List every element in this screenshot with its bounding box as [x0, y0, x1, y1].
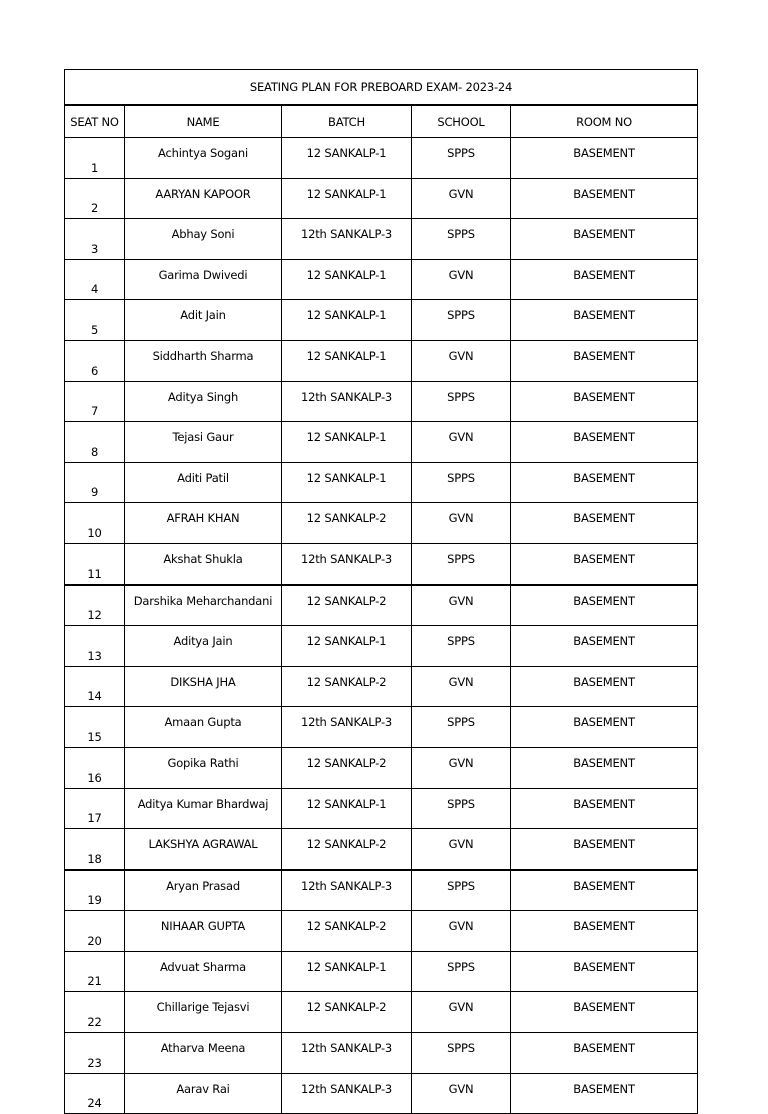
room-no-cell: BASEMENT [511, 992, 698, 1033]
table-row [65, 626, 698, 667]
school-cell: SPPS [412, 707, 511, 748]
name-cell: Atharva Meena [125, 1033, 282, 1074]
batch-cell: 12 SANKALP-1 [282, 951, 412, 992]
room-no-cell: BASEMENT [511, 911, 698, 952]
name-cell: Aditya Kumar Bhardwaj [125, 788, 282, 829]
batch-cell: 12 SANKALP-2 [282, 911, 412, 952]
room-no-cell: BASEMENT [511, 422, 698, 463]
name-cell: Abhay Soni [125, 219, 282, 260]
table-row [65, 992, 698, 1033]
name-cell: LAKSHYA AGRAWAL [125, 829, 282, 870]
column-header-school: SCHOOL [412, 105, 511, 138]
seat-no-cell: 6 [65, 340, 125, 381]
room-no-cell: BASEMENT [511, 543, 698, 584]
table-row [65, 585, 698, 626]
seat-no-cell: 21 [65, 951, 125, 992]
batch-cell: 12 SANKALP-1 [282, 788, 412, 829]
table-row [65, 1073, 698, 1114]
seat-no-cell: 7 [65, 381, 125, 422]
name-cell: Garima Dwivedi [125, 259, 282, 300]
school-cell: GVN [412, 178, 511, 219]
seat-no-cell: 5 [65, 300, 125, 341]
batch-cell: 12 SANKALP-1 [282, 178, 412, 219]
school-cell: SPPS [412, 462, 511, 503]
seat-no-cell: 17 [65, 788, 125, 829]
seat-no-cell: 4 [65, 259, 125, 300]
batch-cell: 12 SANKALP-1 [282, 340, 412, 381]
school-cell: GVN [412, 585, 511, 626]
column-header-room-no: ROOM NO [511, 105, 698, 138]
table-row [65, 381, 698, 422]
school-cell: GVN [412, 911, 511, 952]
table-body [65, 138, 698, 1114]
seat-no-cell: 19 [65, 870, 125, 911]
room-no-cell: BASEMENT [511, 870, 698, 911]
header-row [65, 105, 698, 138]
seat-no-cell: 23 [65, 1033, 125, 1074]
table-row [65, 178, 698, 219]
seat-no-cell: 11 [65, 543, 125, 584]
name-cell: Siddharth Sharma [125, 340, 282, 381]
school-cell: SPPS [412, 870, 511, 911]
name-cell: Aditi Patil [125, 462, 282, 503]
name-cell: Adit Jain [125, 300, 282, 341]
table-row [65, 259, 698, 300]
name-cell: AFRAH KHAN [125, 503, 282, 544]
batch-cell: 12th SANKALP-3 [282, 381, 412, 422]
school-cell: SPPS [412, 219, 511, 260]
school-cell: SPPS [412, 138, 511, 179]
school-cell: SPPS [412, 951, 511, 992]
batch-cell: 12th SANKALP-3 [282, 870, 412, 911]
room-no-cell: BASEMENT [511, 219, 698, 260]
seat-no-cell: 15 [65, 707, 125, 748]
table-row [65, 422, 698, 463]
seat-no-cell: 9 [65, 462, 125, 503]
batch-cell: 12 SANKALP-2 [282, 747, 412, 788]
room-no-cell: BASEMENT [511, 666, 698, 707]
batch-cell: 12 SANKALP-2 [282, 992, 412, 1033]
room-no-cell: BASEMENT [511, 707, 698, 748]
name-cell: Advuat Sharma [125, 951, 282, 992]
table-row [65, 829, 698, 870]
batch-cell: 12 SANKALP-2 [282, 503, 412, 544]
batch-cell: 12 SANKALP-1 [282, 138, 412, 179]
school-cell: GVN [412, 503, 511, 544]
table-row [65, 219, 698, 260]
table-row [65, 300, 698, 341]
room-no-cell: BASEMENT [511, 585, 698, 626]
batch-cell: 12 SANKALP-2 [282, 585, 412, 626]
name-cell: Aryan Prasad [125, 870, 282, 911]
table-row [65, 911, 698, 952]
name-cell: Aarav Rai [125, 1073, 282, 1114]
title-row [65, 70, 698, 106]
seating-plan-table [64, 69, 698, 1114]
column-header-name: NAME [125, 105, 282, 138]
batch-cell: 12th SANKALP-3 [282, 1033, 412, 1074]
column-header-batch: BATCH [282, 105, 412, 138]
table-row [65, 340, 698, 381]
batch-cell: 12 SANKALP-1 [282, 259, 412, 300]
batch-cell: 12 SANKALP-1 [282, 422, 412, 463]
school-cell: SPPS [412, 300, 511, 341]
table-row [65, 1033, 698, 1074]
seat-no-cell: 13 [65, 626, 125, 667]
seat-no-cell: 24 [65, 1073, 125, 1114]
name-cell: Tejasi Gaur [125, 422, 282, 463]
name-cell: Darshika Meharchandani [125, 585, 282, 626]
batch-cell: 12th SANKALP-3 [282, 707, 412, 748]
table-row [65, 788, 698, 829]
seat-no-cell: 16 [65, 747, 125, 788]
batch-cell: 12 SANKALP-2 [282, 666, 412, 707]
name-cell: NIHAAR GUPTA [125, 911, 282, 952]
table-row [65, 503, 698, 544]
room-no-cell: BASEMENT [511, 259, 698, 300]
name-cell: Akshat Shukla [125, 543, 282, 584]
room-no-cell: BASEMENT [511, 340, 698, 381]
seat-no-cell: 8 [65, 422, 125, 463]
room-no-cell: BASEMENT [511, 300, 698, 341]
name-cell: Aditya Jain [125, 626, 282, 667]
name-cell: Chillarige Tejasvi [125, 992, 282, 1033]
table-row [65, 138, 698, 179]
school-cell: GVN [412, 1073, 511, 1114]
school-cell: GVN [412, 829, 511, 870]
name-cell: DIKSHA JHA [125, 666, 282, 707]
table-row [65, 951, 698, 992]
room-no-cell: BASEMENT [511, 462, 698, 503]
school-cell: SPPS [412, 788, 511, 829]
table-row [65, 543, 698, 584]
name-cell: Gopika Rathi [125, 747, 282, 788]
table-row [65, 666, 698, 707]
table-title: SEATING PLAN FOR PREBOARD EXAM- 2023-24 [65, 70, 698, 106]
room-no-cell: BASEMENT [511, 1033, 698, 1074]
column-header-seat-no: SEAT NO [65, 105, 125, 138]
school-cell: SPPS [412, 543, 511, 584]
school-cell: GVN [412, 666, 511, 707]
seat-no-cell: 20 [65, 911, 125, 952]
name-cell: Aditya Singh [125, 381, 282, 422]
room-no-cell: BASEMENT [511, 626, 698, 667]
seat-no-cell: 18 [65, 829, 125, 870]
batch-cell: 12th SANKALP-3 [282, 1073, 412, 1114]
seat-no-cell: 22 [65, 992, 125, 1033]
table-row [65, 707, 698, 748]
room-no-cell: BASEMENT [511, 178, 698, 219]
batch-cell: 12 SANKALP-1 [282, 626, 412, 667]
school-cell: SPPS [412, 1033, 511, 1074]
school-cell: SPPS [412, 626, 511, 667]
seat-no-cell: 1 [65, 138, 125, 179]
room-no-cell: BASEMENT [511, 788, 698, 829]
seat-no-cell: 10 [65, 503, 125, 544]
name-cell: Achintya Sogani [125, 138, 282, 179]
school-cell: GVN [412, 259, 511, 300]
table-row [65, 462, 698, 503]
batch-cell: 12 SANKALP-1 [282, 462, 412, 503]
school-cell: SPPS [412, 381, 511, 422]
table-row [65, 870, 698, 911]
school-cell: GVN [412, 340, 511, 381]
batch-cell: 12 SANKALP-2 [282, 829, 412, 870]
name-cell: AARYAN KAPOOR [125, 178, 282, 219]
seat-no-cell: 3 [65, 219, 125, 260]
school-cell: GVN [412, 992, 511, 1033]
room-no-cell: BASEMENT [511, 138, 698, 179]
seat-no-cell: 2 [65, 178, 125, 219]
batch-cell: 12th SANKALP-3 [282, 543, 412, 584]
school-cell: GVN [412, 747, 511, 788]
room-no-cell: BASEMENT [511, 951, 698, 992]
room-no-cell: BASEMENT [511, 503, 698, 544]
batch-cell: 12 SANKALP-1 [282, 300, 412, 341]
school-cell: GVN [412, 422, 511, 463]
room-no-cell: BASEMENT [511, 829, 698, 870]
seat-no-cell: 12 [65, 585, 125, 626]
table-row [65, 747, 698, 788]
room-no-cell: BASEMENT [511, 381, 698, 422]
batch-cell: 12th SANKALP-3 [282, 219, 412, 260]
seat-no-cell: 14 [65, 666, 125, 707]
room-no-cell: BASEMENT [511, 1073, 698, 1114]
name-cell: Amaan Gupta [125, 707, 282, 748]
room-no-cell: BASEMENT [511, 747, 698, 788]
